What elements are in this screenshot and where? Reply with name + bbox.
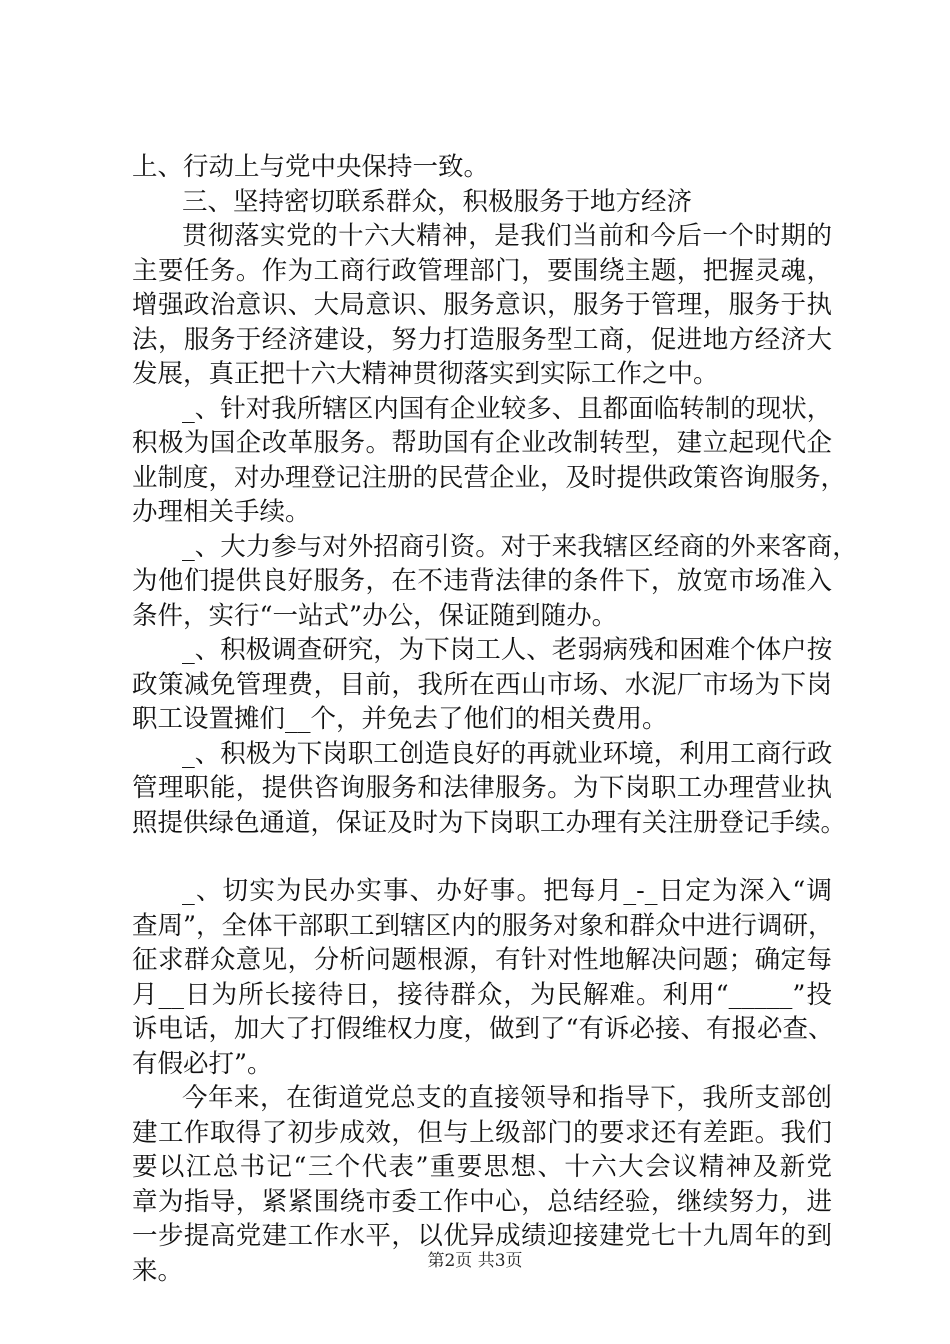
text-line: 征求群众意见，分析问题根源，有针对性地解决问题；确定每 [132, 945, 832, 975]
text-line: 法，服务于经济建设，努力打造服务型工商，促进地方经济大 [132, 324, 832, 355]
text-line: 发展，真正把十六大精神贯彻落实到实际工作之中。 [132, 359, 719, 389]
text-line: _、针对我所辖区内国有企业较多、且都面临转制的现状， [182, 393, 833, 424]
text-line: 管理职能，提供咨询服务和法律服务。为下岗职工办理营业执 [132, 773, 832, 803]
text-line: 办理相关手续。 [132, 497, 311, 527]
paragraph-gap [132, 840, 832, 874]
text-line: 条件，实行“一站式”办公，保证随到随办。 [132, 600, 618, 631]
text-line: 章为指导，紧紧围绕市委工作中心，总结经验，继续努力，进 [132, 1186, 832, 1217]
text-line: 查周”，全体干部职工到辖区内的服务对象和群众中进行调研， [132, 910, 834, 941]
page-footer: 第2页 共3页 [427, 1251, 523, 1271]
text-line: 上、行动上与党中央保持一致。 [132, 152, 490, 182]
text-line: 一步提高党建工作水平，以优异成绩迎接建党七十九周年的到 [132, 1221, 832, 1251]
text-line: 政策减免管理费，目前，我所在西山市场、水泥厂市场为下岗 [132, 669, 832, 700]
text-line: _、积极调查研究，为下岗工人、老弱病残和困难个体户按 [182, 635, 833, 665]
text-line: 为他们提供良好服务，在不违背法律的条件下，放宽市场准入 [132, 566, 832, 596]
text-line: _、切实为民办实事、办好事。把每月_-_日定为深入“调 [182, 876, 832, 906]
text-line: 建工作取得了初步成效，但与上级部门的要求还有差距。我们 [132, 1117, 832, 1148]
text-line: 主要任务。作为工商行政管理部门，要围绕主题，把握灵魂， [132, 255, 832, 286]
text-line: 贯彻落实党的十六大精神，是我们当前和今后一个时期的 [182, 221, 832, 251]
text-line: 职工设置摊们__个，并免去了他们的相关费用。 [132, 704, 668, 734]
document-body [132, 150, 858, 1288]
text-line: 月__日为所长接待日，接待群众，为民解难。利用“_____”投 [132, 979, 832, 1010]
text-line: 积极为国企改革服务。帮助国有企业改制转型，建立起现代企 [132, 428, 832, 458]
text-line: 增强政治意识、大局意识、服务意识，服务于管理，服务于执 [132, 290, 832, 320]
text-line: 有假必打”。 [132, 1048, 273, 1079]
text-line: 照提供绿色通道，保证及时为下岗职工办理有关注册登记手续。 [132, 807, 847, 838]
text-line: 来。 [132, 1255, 184, 1286]
text-line: 业制度，对办理登记注册的民营企业，及时提供政策咨询服务， [132, 462, 847, 493]
text-line: 诉电话，加大了打假维权力度，做到了“有诉必接、有报必查、 [132, 1014, 834, 1044]
text-line: 要以江总书记“三个代表”重要思想、十六大会议精神及新党 [132, 1152, 832, 1182]
text-line: _、大力参与对外招商引资。对于来我辖区经商的外来客商， [182, 531, 858, 562]
text-line: 今年来，在街道党总支的直接领导和指导下，我所支部创 [182, 1083, 832, 1113]
text-line: _、积极为下岗职工创造良好的再就业环境，利用工商行政 [182, 738, 833, 769]
text-line: 三、坚持密切联系群众，积极服务于地方经济 [182, 186, 693, 217]
